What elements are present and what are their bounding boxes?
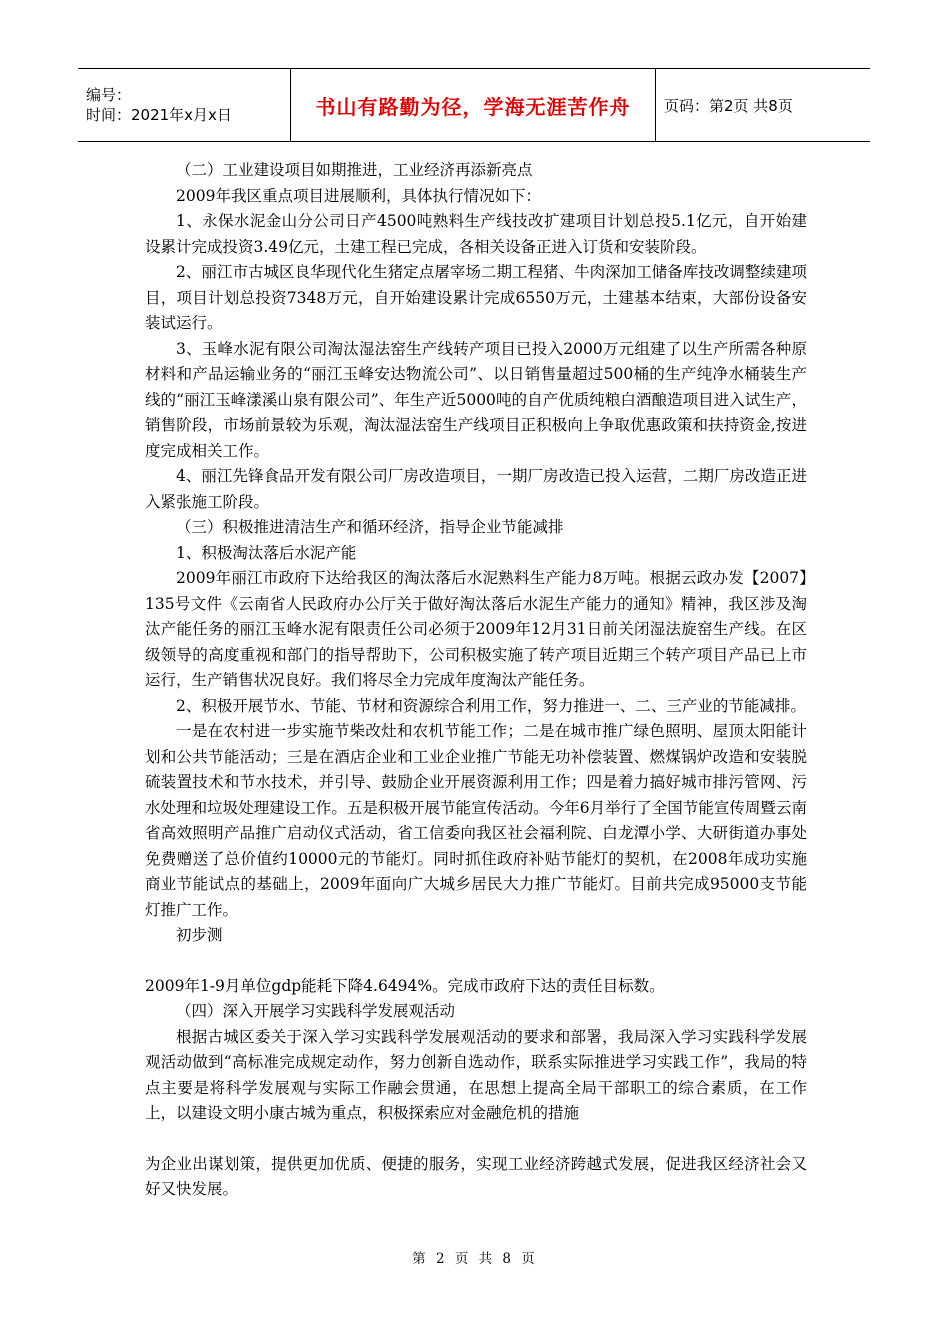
header-left (78, 69, 291, 141)
paragraph: 2、丽江市古城区良华现代化生猪定点屠宰场二期工程猪、牛肉深加工储备库技改调整续建项目，项目计划总投资7348万元，自开始建设累计完成6550万元，土建基本结束，大部份设备安装试运行。 (145, 263, 807, 332)
page-footer: 第 2 页 共 8 页 (412, 1251, 538, 1267)
paragraph: 为企业出谋划策，提供更加优质、便捷的服务，实现工业经济跨越式发展，促进我区经济社会又好又快发展。 (145, 1154, 807, 1198)
header-middle (291, 69, 656, 141)
section-heading: （二）工业建设项目如期推进，工业经济再添新亮点 (176, 161, 533, 179)
header-right (656, 69, 870, 141)
paragraph: 1、永保水泥金山分公司日产4500吨熟料生产线技改扩建项目计划总投5.1亿元，自开始建设累计完成投资3.49亿元，土建工程已完成，各相关设备正进入订货和安装阶段。 (145, 212, 807, 256)
paragraph: 初步测 (176, 926, 223, 944)
page-info: 页码：第2页 共8页 (664, 96, 793, 115)
section-heading: （四）深入开展学习实践科学发展观活动 (176, 1002, 456, 1020)
paragraph: 4、丽江先锋食品开发有限公司厂房改造项目，一期厂房改造已投入运营，二期厂房改造正进入紧张施工阶段。 (145, 467, 807, 511)
section-heading: （三）积极推进清洁生产和循环经济，指导企业节能减排 (176, 518, 564, 536)
number-label: 编号： (86, 86, 132, 104)
page-header (78, 68, 870, 142)
paragraph: 一是在农村进一步实施节柴改灶和农机节能工作；二是在城市推广绿色照明、屋顶太阳能计划和公共节能活动；三是在酒店企业和工业企业推广节能无功补偿装置、燃煤锅炉改造和安装脱硫装置技术和节水技术，并引导、鼓励企业开展资源利用工作；四是着力搞好城市排污管网、污水处理和垃圾处理建设工作。五是积极开展节能宣传活动。今年6月举行了全国节能宣传周暨云南省高效照明产品推广启动仪式活动，省工信委向我区社会福利院、白龙潭小学、大研街道办事处免费赠送了总价值约10000元的节能灯。同时抓住政府补贴节能灯的契机，在2008年成功实施商业节能试点的基础上，2009年面向广大城乡居民大力推广节能灯。目前共完成95000支节能灯推广工作。 (145, 722, 807, 919)
paragraph: 2009年1-9月单位gdp能耗下降4.6494%。完成市政府下达的责任目标数。 (145, 976, 665, 995)
date-line: 时间：2021年x月x日 (86, 106, 232, 124)
subheading: 2、积极开展节水、节能、节材和资源综合利用工作，努力推进一、二、三产业的节能减排。 (176, 696, 806, 715)
paragraph: 2009年丽江市政府下达给我区的淘汰落后水泥熟料生产能力8万吨。根据云政办发【2007】135号文件《云南省人民政府办公厅关于做好淘汰落后水泥生产能力的通知》精神，我区涉及淘汰产能任务的丽江玉峰水泥有限责任公司必须于2009年12月31日前关闭湿法旋窑生产线。在区级领导的高度重视和部门的指导帮助下，公司积极实施了转产项目近期三个转产项目产品已上市运行，生产销售状况良好。我们将尽全力完成年度淘汰产能任务。 (145, 569, 807, 689)
paragraph: 2009年我区重点项目进展顺利，具体执行情况如下： (176, 186, 541, 205)
subheading: 1、积极淘汰落后水泥产能 (176, 543, 357, 562)
document-body (145, 158, 807, 1203)
motto: 书山有路勤为径，学海无涯苦作舟 (315, 94, 631, 119)
paragraph: 3、玉峰水泥有限公司淘汰湿法窑生产线转产项目已投入2000万元组建了以生产所需各种原材料和产品运输业务的“丽江玉峰安达物流公司”、以日销售量超过500桶的生产纯净水桶装生产线的“丽江玉峰漾溪山泉有限公司”、年生产近5000吨的自产优质纯粮白酒酿造项目进入试生产，销售阶段，市场前景较为乐观，淘汰湿法窑生产线项目正积极向上争取优惠政策和扶持资金,按进度完成相关工作。 (145, 339, 807, 460)
paragraph: 根据古城区委关于深入学习实践科学发展观活动的要求和部署，我局深入学习实践科学发展观活动做到“高标准完成规定动作，努力创新自选动作，联系实际推进学习实践工作”，我局的特点主要是将科学发展观与实际工作融会贯通，在思想上提高全局干部职工的综合素质，在工作上，以建设文明小康古城为重点，积极探索应对金融危机的措施 (145, 1027, 807, 1122)
